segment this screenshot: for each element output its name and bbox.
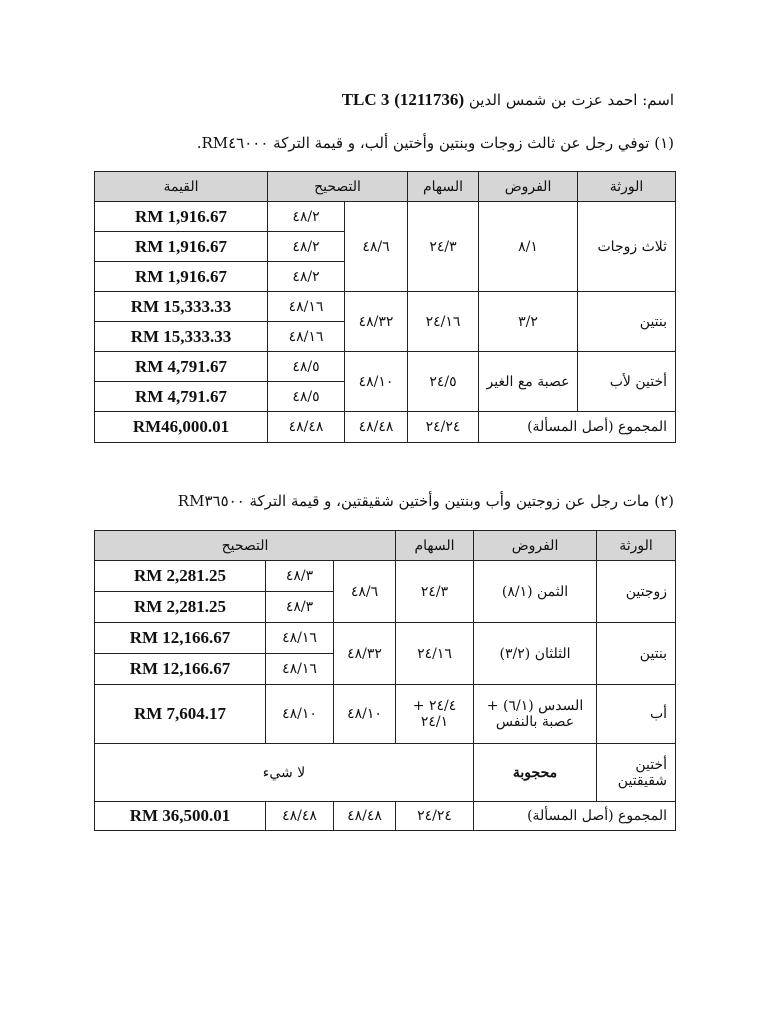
share-line: السدس (٦/١) + <box>486 698 584 714</box>
correction-cell: ٤٨/٢ <box>268 262 345 292</box>
value-cell: RM 1,916.67 <box>95 202 268 232</box>
portion-cell <box>396 685 474 744</box>
heir-line: شقيقتين <box>617 772 668 789</box>
student-id: (1211736) <box>394 90 465 109</box>
share-cell: عصبة مع الغير <box>479 352 578 412</box>
value-cell: RM 15,333.33 <box>95 322 268 352</box>
correction-cell: ٤٨/١٦ <box>266 623 334 654</box>
group-correction-cell: ٤٨/١٠ <box>334 685 396 744</box>
q1-header-portions: السهام <box>408 172 479 202</box>
table-row <box>95 685 676 744</box>
portion-line: ٢٤/٤ + <box>412 698 457 714</box>
portion-cell: ٢٤/٣ <box>408 202 479 292</box>
table-row <box>95 292 676 322</box>
table-row <box>95 623 676 654</box>
total-value: RM 36,500.01 <box>95 802 266 831</box>
portion-cell: ٢٤/٥ <box>408 352 479 412</box>
q1-header-shares: الفروض <box>479 172 578 202</box>
value-cell: RM 1,916.67 <box>95 232 268 262</box>
correction-cell: ٤٨/١٦ <box>266 654 334 685</box>
correction-cell: ٤٨/٢ <box>268 232 345 262</box>
share-cell: الثمن (٨/١) <box>474 561 597 623</box>
group-correction-cell: ٤٨/٦ <box>345 202 408 292</box>
value-cell: RM 1,916.67 <box>95 262 268 292</box>
q1-header-correction: التصحيح <box>268 172 408 202</box>
table-row <box>95 561 676 592</box>
table-row <box>95 744 676 802</box>
correction-cell: ٤٨/١٦ <box>268 322 345 352</box>
heir-cell: أختين لأب <box>578 352 676 412</box>
heir-cell: بنتين <box>578 292 676 352</box>
correction-cell: ٤٨/١٠ <box>266 685 334 744</box>
blocked-status: محجوبة <box>474 744 597 802</box>
heir-line: أختين <box>635 756 668 773</box>
heir-cell: ثلاث زوجات <box>578 202 676 292</box>
q2-header-portions: السهام <box>396 531 474 561</box>
share-cell: ٣/٢ <box>479 292 578 352</box>
value-cell: RM 15,333.33 <box>95 292 268 322</box>
table-row <box>95 202 676 232</box>
correction-cell: ٤٨/٥ <box>268 352 345 382</box>
share-cell: الثلثان (٣/٢) <box>474 623 597 685</box>
total-row <box>95 412 676 443</box>
value-cell: RM 2,281.25 <box>95 561 266 592</box>
q2-header-row <box>95 531 676 561</box>
share-cell: ٨/١ <box>479 202 578 292</box>
value-cell: RM 2,281.25 <box>95 592 266 623</box>
portion-line: ٢٤/١ <box>420 714 449 730</box>
group-correction-cell: ٤٨/٣٢ <box>345 292 408 352</box>
course-code: TLC 3 <box>341 90 390 109</box>
portion-cell: ٢٤/١٦ <box>408 292 479 352</box>
total-group-correction: ٤٨/٤٨ <box>345 412 408 443</box>
heir-cell: زوجتين <box>597 561 676 623</box>
q1-table <box>94 171 676 443</box>
total-row <box>95 802 676 831</box>
group-correction-cell: ٤٨/١٠ <box>345 352 408 412</box>
portion-cell: ٢٤/٣ <box>396 561 474 623</box>
group-correction-cell: ٤٨/٣٢ <box>334 623 396 685</box>
total-correction: ٤٨/٤٨ <box>268 412 345 443</box>
share-line: عصبة بالنفس <box>495 714 575 730</box>
total-label: المجموع (أصل المسألة) <box>474 802 676 831</box>
q1-question: (١) توفي رجل عن ثالث زوجات وبنتين وأختين ألب، و قيمة التركة RM٤٦٠٠٠. <box>196 134 674 152</box>
total-label: المجموع (أصل المسألة) <box>479 412 676 443</box>
student-name: اسم: احمد عزت بن شمس الدين <box>468 91 674 109</box>
correction-cell: ٤٨/٢ <box>268 202 345 232</box>
value-cell: RM 7,604.17 <box>95 685 266 744</box>
q2-table <box>94 530 676 831</box>
heir-cell: بنتين <box>597 623 676 685</box>
portion-cell: ٢٤/١٦ <box>396 623 474 685</box>
q2-question: (٢) مات رجل عن زوجتين وأب وبنتين وأختين شقيقتين، و قيمة التركة RM٣٦٥٠٠ <box>177 492 674 510</box>
value-cell: RM 12,166.67 <box>95 623 266 654</box>
q1-header-heirs: الورثة <box>578 172 676 202</box>
table-row <box>95 352 676 382</box>
q2-header-heirs: الورثة <box>597 531 676 561</box>
total-correction: ٤٨/٤٨ <box>266 802 334 831</box>
q1-header-row <box>95 172 676 202</box>
student-header <box>96 90 674 110</box>
total-portion: ٢٤/٢٤ <box>396 802 474 831</box>
group-correction-cell: ٤٨/٦ <box>334 561 396 623</box>
q2-header-correction: التصحيح <box>95 531 396 561</box>
correction-cell: ٤٨/١٦ <box>268 292 345 322</box>
value-cell: RM 4,791.67 <box>95 382 268 412</box>
q2-header-shares: الفروض <box>474 531 597 561</box>
no-share-cell: لا شيء <box>95 744 474 802</box>
value-cell: RM 12,166.67 <box>95 654 266 685</box>
heir-cell: أب <box>597 685 676 744</box>
heir-cell <box>597 744 676 802</box>
correction-cell: ٤٨/٣ <box>266 592 334 623</box>
value-cell: RM 4,791.67 <box>95 352 268 382</box>
total-group-correction: ٤٨/٤٨ <box>334 802 396 831</box>
total-portion: ٢٤/٢٤ <box>408 412 479 443</box>
total-value: RM46,000.01 <box>95 412 268 443</box>
correction-cell: ٤٨/٣ <box>266 561 334 592</box>
correction-cell: ٤٨/٥ <box>268 382 345 412</box>
share-cell <box>474 685 597 744</box>
q1-header-value: القيمة <box>95 172 268 202</box>
